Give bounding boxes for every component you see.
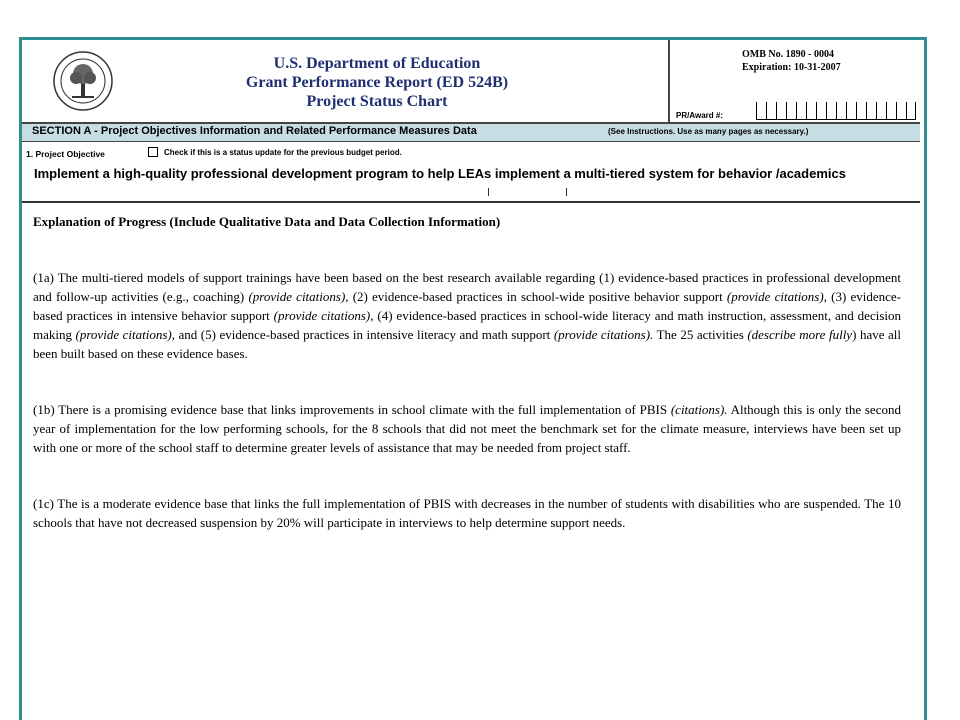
text-run: ) have all been built based on these evidence bases.	[33, 327, 902, 361]
citation-note: (citations).	[670, 402, 728, 417]
award-number-field[interactable]	[756, 102, 916, 122]
text-run: (1b) There is a promising evidence base that links improvements in school climate with the full implementation of PBIS	[33, 402, 671, 417]
section-note: (See Instructions. Use as many pages as necessary.)	[608, 127, 809, 136]
explanation-content	[33, 212, 901, 569]
omb-box	[668, 40, 920, 122]
award-digit-box	[896, 102, 906, 120]
omb-info	[742, 48, 841, 74]
award-digit-box	[806, 102, 816, 120]
award-digit-box	[826, 102, 836, 120]
award-digit-box	[776, 102, 786, 120]
award-digit-box	[866, 102, 876, 120]
citation-note: (describe more fully	[747, 327, 853, 342]
text-run: , (4) evidence-based practices in school-wide literacy and math instruction, assessment, and decision making	[33, 308, 901, 342]
paragraph-1a	[33, 268, 901, 363]
explanation-heading: Explanation of Progress (Include Qualitative Data and Data Collection Information)	[33, 214, 501, 229]
paragraph-1b	[33, 400, 901, 457]
citation-note: (provide citations)	[273, 308, 371, 323]
omb-number: OMB No. 1890 - 0004	[742, 49, 834, 60]
award-digit-box	[756, 102, 766, 120]
award-digit-box	[876, 102, 886, 120]
agency-title: U.S. Department of Education	[273, 55, 481, 72]
citation-note: (provide citations),	[248, 289, 349, 304]
form-header	[22, 40, 920, 203]
text-run: Although this is only the second year of implementation for the low performing schools, for the 8 schools that did not meet the benchmark set for the climate measure, interviews have been set up with one or more of the school staff to determine greater levels of assistance that may be needed from project staff.	[33, 402, 901, 455]
project-objective-label: 1. Project Objective	[26, 149, 105, 159]
award-digit-box	[786, 102, 796, 120]
text-run: The 25 activities	[653, 327, 748, 342]
award-digit-box	[886, 102, 896, 120]
project-objective-text: Implement a high-quality professional development program to help LEAs implement a multi-tiered system for behavior /academics	[34, 166, 846, 181]
citation-note: (provide citations)	[75, 327, 172, 342]
form-title-block	[172, 54, 582, 111]
status-update-label: Check if this is a status update for the previous budget period.	[164, 148, 402, 157]
text-run: , and (5) evidence-based practices in intensive literacy and math support	[171, 327, 554, 342]
award-digit-box	[766, 102, 776, 120]
citation-note: (provide citations).	[553, 327, 654, 342]
award-digit-box	[796, 102, 806, 120]
award-digit-box	[846, 102, 856, 120]
award-digit-box	[816, 102, 826, 120]
omb-expiration: Expiration: 10-31-2007	[742, 62, 841, 73]
text-run: , (3) evidence-based practices in intensive behavior support	[33, 289, 901, 323]
award-label: PR/Award #:	[676, 111, 723, 120]
department-seal-icon	[52, 50, 114, 112]
section-a-bar	[22, 122, 920, 142]
citation-note: (provide citations)	[726, 289, 824, 304]
report-title: Grant Performance Report (ED 524B)	[245, 74, 509, 91]
text-run: (2) evidence-based practices in school-wide positive behavior support	[348, 289, 727, 304]
award-digit-box	[836, 102, 846, 120]
award-digit-box	[906, 102, 916, 120]
award-digit-box	[856, 102, 866, 120]
divider-mark	[566, 188, 567, 196]
status-update-checkbox[interactable]	[148, 147, 158, 157]
chart-title: Project Status Chart	[306, 93, 448, 110]
divider-mark	[488, 188, 489, 196]
paragraph-1c: (1c) The is a moderate evidence base that links the full implementation of PBIS with decreases in the number of students with disabilities who are suspended. The 10 schools that have not decreased suspension by 20% will participate in interviews to help determine support needs.	[33, 496, 901, 530]
section-title: SECTION A - Project Objectives Information and Related Performance Measures Data	[32, 125, 477, 137]
text-run: (1a) The multi-tiered models of support trainings have been based on the best research available regarding (1) evidence-based practices in professional development and follow-up activities (e.g., coaching)	[33, 270, 901, 304]
